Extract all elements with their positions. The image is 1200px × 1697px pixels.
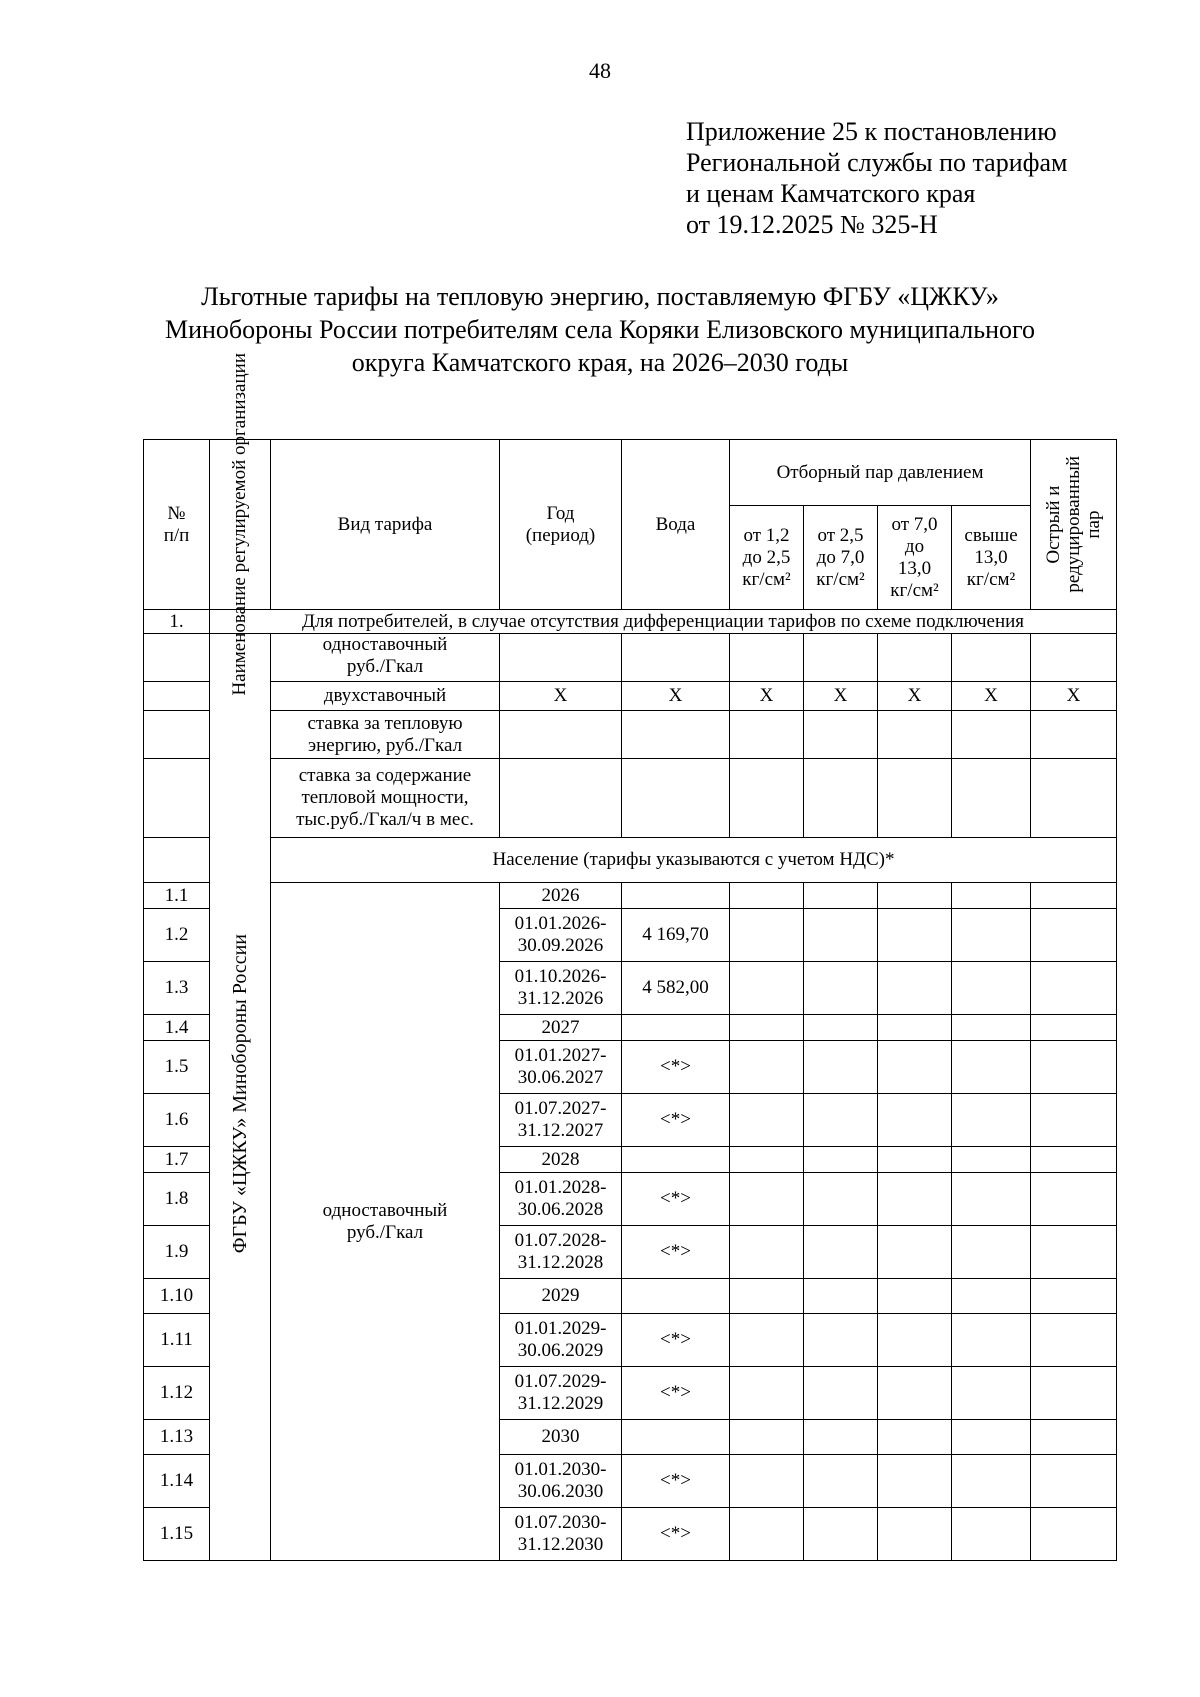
row-number: 1.1 [144,883,210,909]
header-row [144,440,1117,506]
row-water: <*> [622,1094,730,1147]
table-row [144,682,1117,711]
header-water: Вода [622,440,730,610]
row-water: <*> [622,1455,730,1508]
table-row [144,883,1117,909]
header-steam-group: Отборный пар давлением [730,440,1031,506]
row-number: 1.11 [144,1314,210,1367]
appendix-line: от 19.12.2025 № 325-Н [686,210,938,239]
population-note: Население (тарифы указываются с учетом НДС)* [271,838,1117,883]
section-row [144,610,1117,634]
row-period: 01.07.2028- 31.12.2028 [500,1226,622,1279]
row-number: 1.5 [144,1041,210,1094]
row-water: <*> [622,1314,730,1367]
header-pressure-2: от 2,5 до 7,0 кг/см² [804,506,878,610]
row-number: 1.12 [144,1367,210,1420]
row-water [622,883,730,909]
row-water [622,1420,730,1455]
title-line: Минобороны России потребителям села Коряки Елизовского муниципального [164,315,1036,344]
row-period: 01.07.2029- 31.12.2029 [500,1367,622,1420]
appendix-line: Региональной службы по тарифам [686,148,1068,177]
table-row [144,634,1117,682]
row-period: 01.01.2028- 30.06.2028 [500,1173,622,1226]
row-period: 2026 [500,883,622,909]
table-row [144,838,1117,883]
row-water: <*> [622,1508,730,1561]
header-pressure-3: от 7,0 до 13,0 кг/см² [878,506,952,610]
appendix-reference [686,116,1067,240]
row-period: 01.10.2026- 31.12.2026 [500,962,622,1015]
population-tariff-label: одноставочный руб./Гкал [271,883,500,1561]
row-period: 01.07.2027- 31.12.2027 [500,1094,622,1147]
row-water [622,1147,730,1173]
row-water: 4 582,00 [622,962,730,1015]
row-period: 2027 [500,1015,622,1041]
row-number: 1.3 [144,962,210,1015]
table-row [144,759,1117,838]
header-number: № п/п [144,440,210,610]
x-mark: X [500,682,622,711]
header-organization: Наименование регулируемой организации [210,440,271,610]
section-number: 1. [144,610,210,634]
x-mark: X [804,682,878,711]
header-year: Год (период) [500,440,622,610]
row-water [622,1279,730,1314]
row-water: <*> [622,1367,730,1420]
header-pressure-1: от 1,2 до 2,5 кг/см² [730,506,804,610]
document-title [100,280,1100,379]
row-period: 01.01.2027- 30.06.2027 [500,1041,622,1094]
energy-rate-label: ставка за тепловую энергию, руб./Гкал [271,711,500,759]
header-sharp-steam: Острый и редуцированный пар [1031,440,1117,610]
row-water: <*> [622,1173,730,1226]
section-title: Для потребителей, в случае отсутствия дифференциации тарифов по схеме подключения [210,610,1117,634]
row-period: 01.01.2029- 30.06.2029 [500,1314,622,1367]
appendix-line: и ценам Камчатского края [686,179,976,208]
row-water: <*> [622,1226,730,1279]
organization-cell: ФГБУ «ЦЖКУ» Минобороны России [210,634,271,1561]
two-rate-label: двухставочный [271,682,500,711]
row-water: 4 169,70 [622,909,730,962]
row-water [622,1015,730,1041]
x-mark: X [622,682,730,711]
header-pressure-4: свыше 13,0 кг/см² [952,506,1031,610]
x-mark: X [878,682,952,711]
row-number: 1.15 [144,1508,210,1561]
x-mark: X [730,682,804,711]
row-number: 1.4 [144,1015,210,1041]
row-number: 1.8 [144,1173,210,1226]
row-number: 1.10 [144,1279,210,1314]
row-period: 2028 [500,1147,622,1173]
title-line: Льготные тарифы на тепловую энергию, поставляемую ФГБУ «ЦЖКУ» [201,282,999,311]
appendix-line: Приложение 25 к постановлению [686,117,1057,146]
row-number: 1.7 [144,1147,210,1173]
row-water: <*> [622,1041,730,1094]
row-period: 01.01.2026- 30.09.2026 [500,909,622,962]
header-tariff-type: Вид тарифа [271,440,500,610]
row-period: 2029 [500,1279,622,1314]
table-row [144,711,1117,759]
x-mark: X [952,682,1031,711]
row-period: 01.01.2030- 30.06.2030 [500,1455,622,1508]
single-rate-label: одноставочный руб./Гкал [271,634,500,682]
row-period: 2030 [500,1420,622,1455]
row-number: 1.2 [144,909,210,962]
row-number: 1.9 [144,1226,210,1279]
row-period: 01.07.2030- 31.12.2030 [500,1508,622,1561]
capacity-rate-label: ставка за содержание тепловой мощности, тыс.руб./Гкал/ч в мес. [271,759,500,838]
row-number: 1.13 [144,1420,210,1455]
row-number: 1.6 [144,1094,210,1147]
title-line: округа Камчатского края, на 2026–2030 годы [351,348,849,377]
x-mark: X [1031,682,1117,711]
row-number: 1.14 [144,1455,210,1508]
page-number: 48 [589,58,611,83]
